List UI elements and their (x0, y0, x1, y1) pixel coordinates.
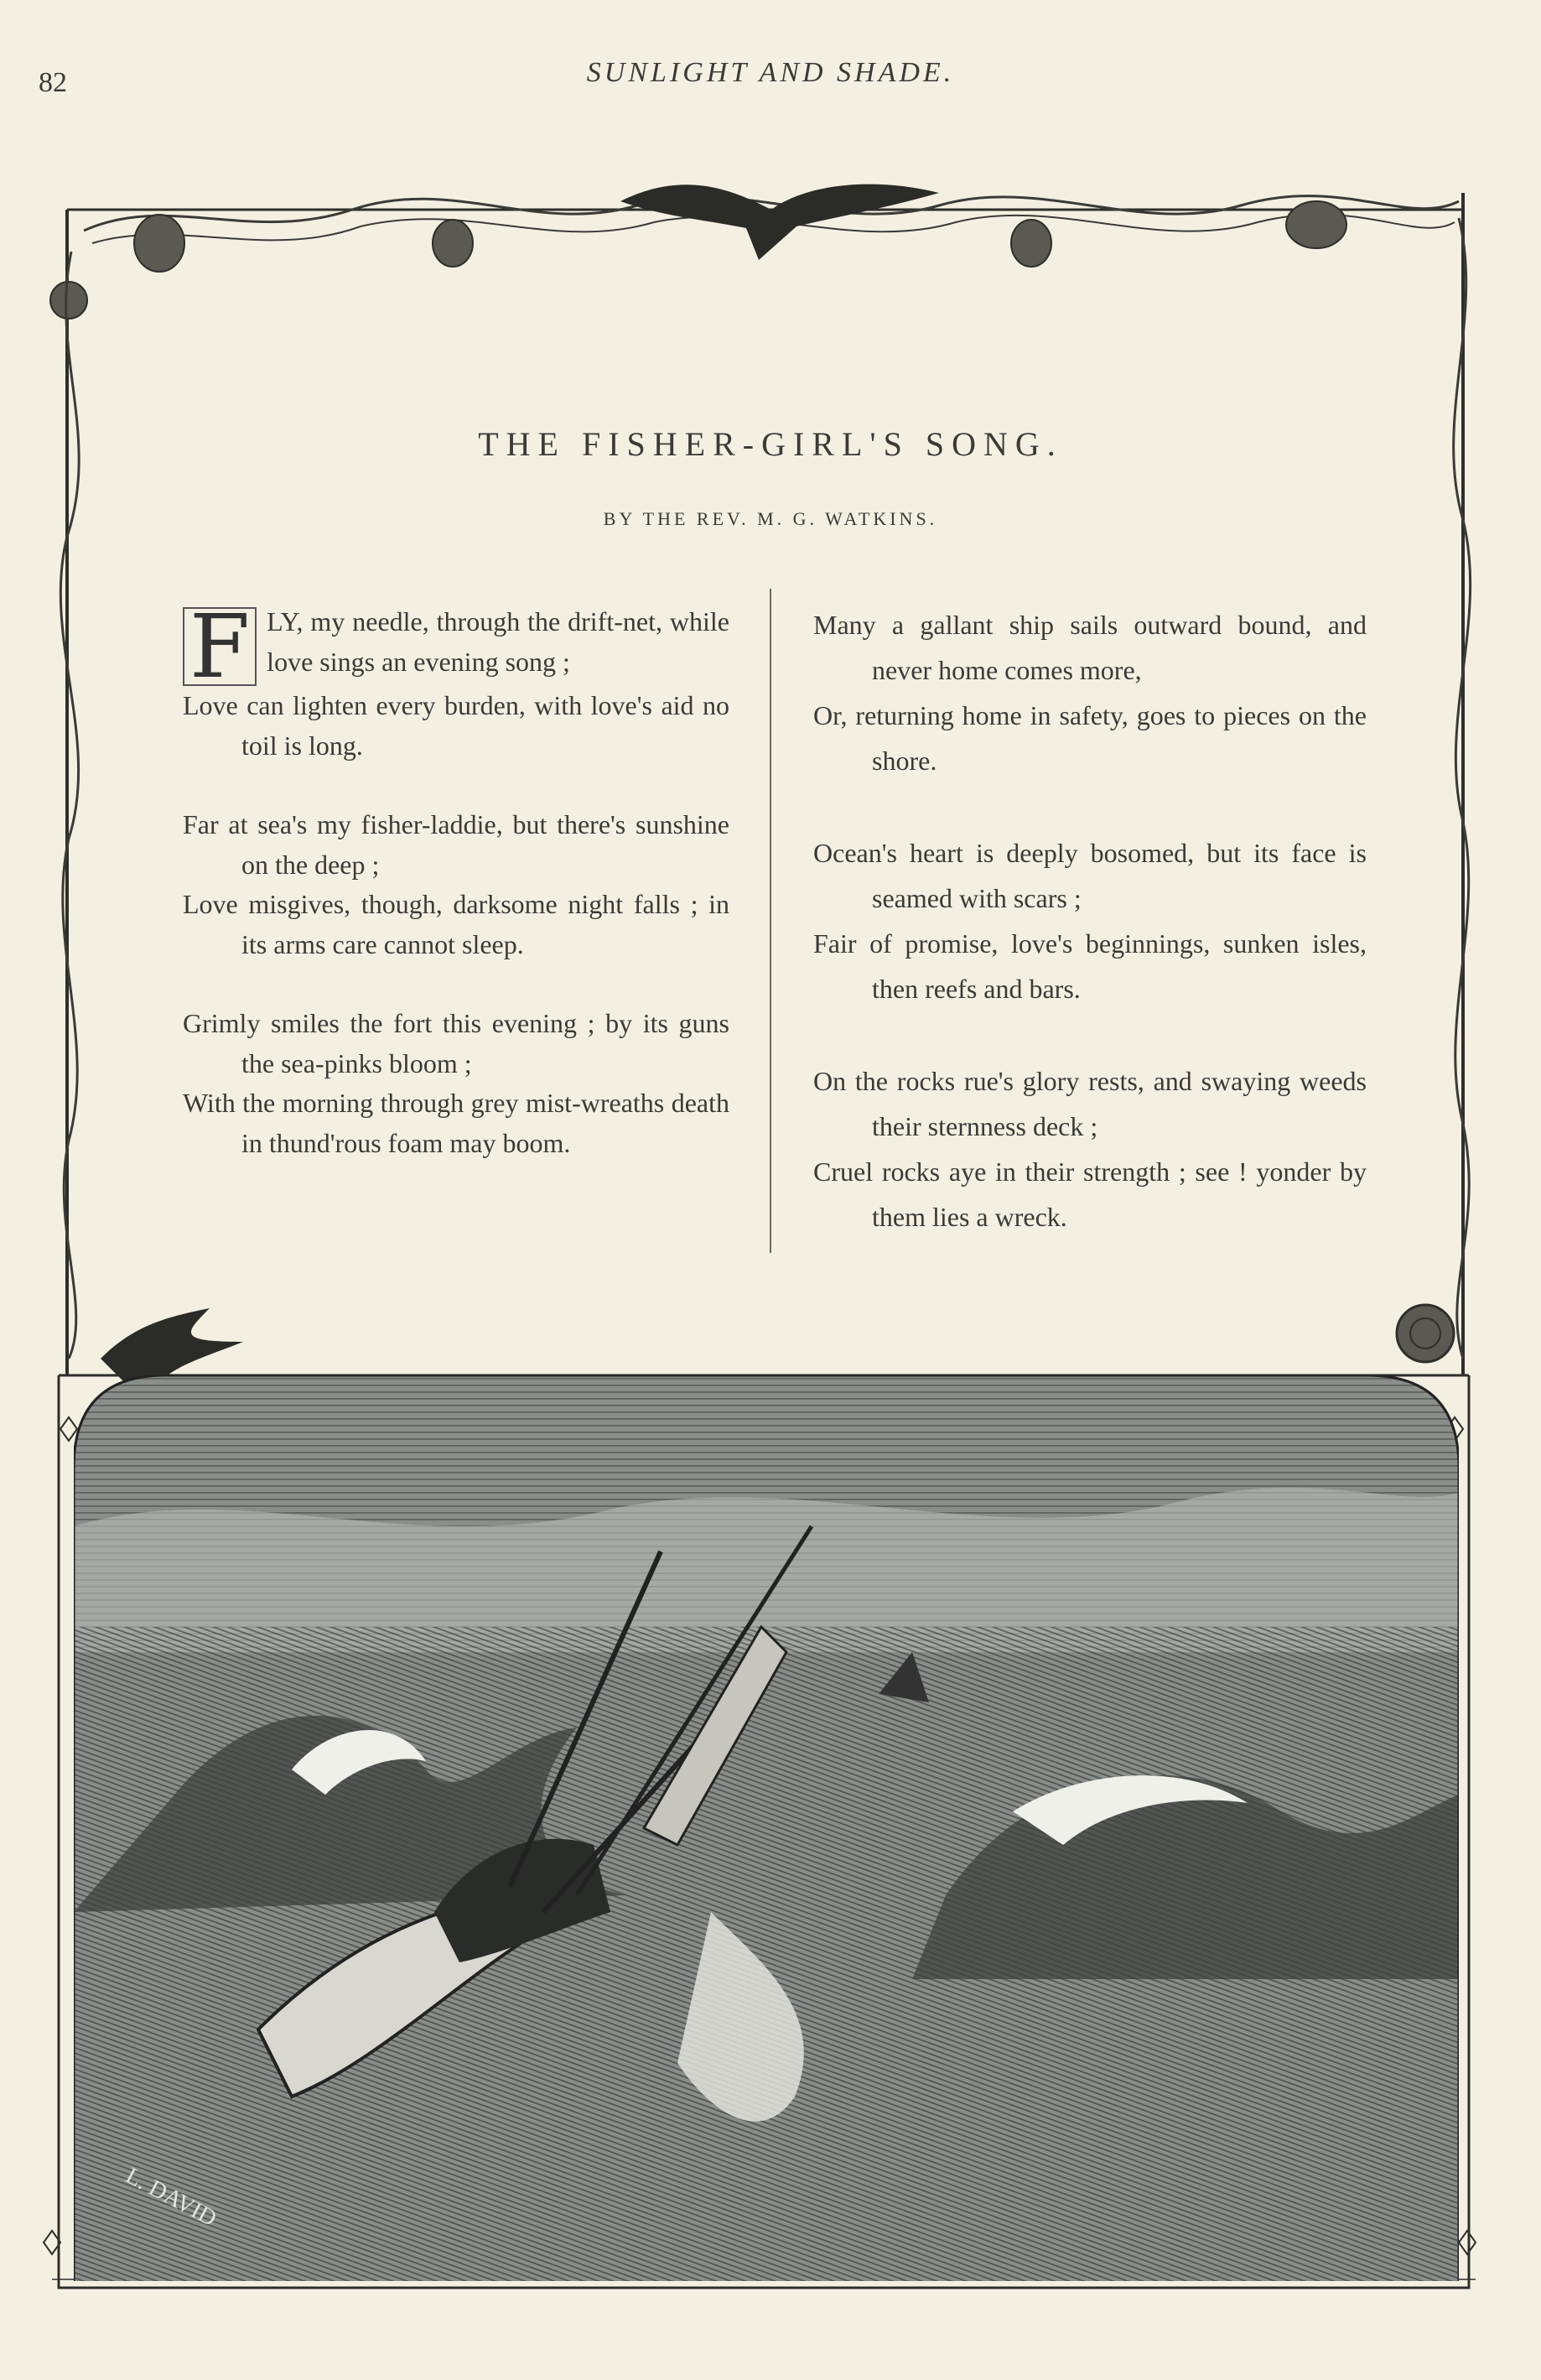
page-number: 82 (39, 67, 67, 98)
stanza-5 (813, 830, 1367, 1011)
stanza-line (183, 595, 729, 698)
decorated-initial: F (183, 607, 257, 686)
stanza-6 (813, 1058, 1367, 1239)
stanza-2 (183, 805, 729, 964)
stanza-3 (183, 1004, 729, 1163)
stanza-line: Love can lighten every burden, with love's aid no toil is long. (183, 690, 729, 761)
poem-byline: BY THE REV. M. G. WATKINS. (603, 508, 938, 529)
stanza-line: Love misgives, though, darksome night falls ; in its arms care cannot sleep. (183, 889, 729, 959)
stanza-line: Many a gallant ship sails outward bound, and never home comes more, (813, 610, 1367, 685)
poem-right-column (813, 602, 1367, 1286)
stanza-line: Far at sea's my fisher-laddie, but there's sunshine on the deep ; (183, 809, 729, 880)
stanza-line: On the rocks rue's glory rests, and swaying weeds their sternness deck ; (813, 1066, 1367, 1141)
stanza-1 (183, 595, 729, 766)
stanza-line: Cruel rocks aye in their strength ; see ! yonder by them lies a wreck. (813, 1156, 1367, 1232)
column-rule (770, 589, 771, 1253)
shipwreck-engraving (74, 1375, 1459, 2281)
engraver-signature: L. DAVID (121, 2162, 221, 2232)
poem-left-column (183, 595, 729, 1203)
stanza-line: Or, returning home in safety, goes to pieces on the shore. (813, 700, 1367, 776)
stanza-4 (813, 602, 1367, 783)
stanza-line: Grimly smiles the fort this evening ; by its guns the sea-pinks bloom ; (183, 1008, 729, 1078)
stanza-line: With the morning through grey mist-wreaths death in thund'rous foam may boom. (183, 1088, 729, 1158)
stanza-line: Ocean's heart is deeply bosomed, but its face is seamed with scars ; (813, 838, 1367, 913)
poem-title: THE FISHER-GIRL'S SONG. (478, 425, 1063, 463)
stanza-line-text: LY, my needle, through the drift-net, while love sings an evening song ; (267, 606, 729, 677)
stanza-line: Fair of promise, love's beginnings, sunken isles, then reefs and bars. (813, 928, 1367, 1004)
running-title: SUNLIGHT AND SHADE. (586, 57, 955, 88)
